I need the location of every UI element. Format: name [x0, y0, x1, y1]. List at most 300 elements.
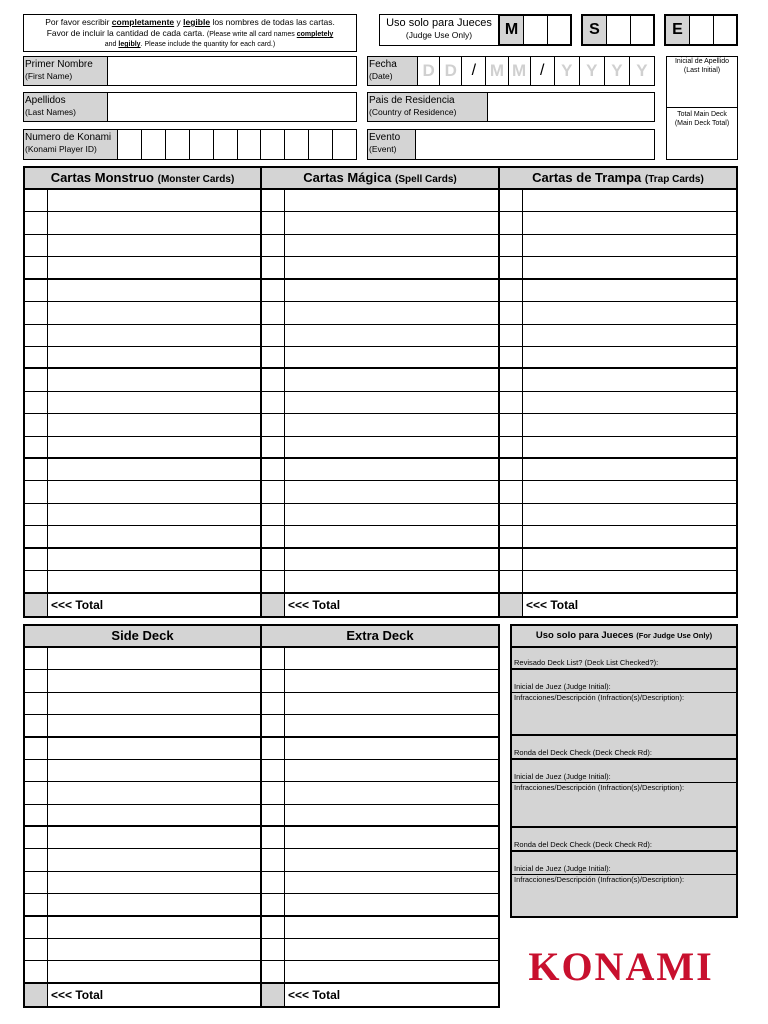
qty-cell[interactable] — [500, 369, 523, 390]
qty-cell[interactable] — [500, 481, 523, 502]
instructions-text: Favor de incluir la cantidad de cada carta. — [46, 28, 207, 38]
qty-cell[interactable] — [25, 805, 48, 825]
side-extra-card-row — [25, 693, 498, 715]
card-name-cell[interactable] — [48, 369, 262, 390]
date-d2[interactable]: D — [440, 57, 462, 85]
side-deck-title: Side Deck — [111, 628, 174, 643]
card-name-cell[interactable] — [48, 693, 262, 714]
card-name-cell[interactable] — [285, 280, 500, 301]
qty-cell[interactable] — [25, 782, 48, 803]
card-name-cell[interactable] — [523, 526, 736, 546]
qty-cell[interactable] — [25, 347, 48, 367]
main-deck-card-row — [25, 212, 736, 234]
judge-initial-3[interactable]: Inicial de Juez (Judge Initial): — [514, 864, 611, 873]
side-deck-header — [25, 626, 262, 648]
card-name-cell[interactable] — [48, 414, 262, 435]
qty-cell[interactable] — [25, 481, 48, 502]
card-name-cell[interactable] — [285, 827, 498, 848]
qty-cell[interactable] — [262, 526, 285, 546]
card-name-cell[interactable] — [285, 670, 498, 691]
e-box-cell[interactable] — [690, 16, 714, 44]
main-deck-card-row — [25, 549, 736, 571]
card-name-cell[interactable] — [285, 648, 498, 669]
main-deck-card-row — [25, 392, 736, 414]
instructions-text: (Please write all card names — [206, 31, 297, 38]
qty-cell[interactable] — [262, 827, 285, 848]
card-name-cell[interactable] — [48, 917, 262, 938]
qty-cell[interactable] — [25, 369, 48, 390]
qty-cell[interactable] — [262, 325, 285, 346]
card-name-cell[interactable] — [48, 325, 262, 346]
card-name-cell[interactable] — [48, 212, 262, 233]
qty-cell[interactable] — [262, 280, 285, 301]
card-name-cell[interactable] — [48, 481, 262, 502]
qty-cell[interactable] — [25, 437, 48, 457]
qty-cell[interactable] — [262, 481, 285, 502]
qty-cell[interactable] — [262, 961, 285, 981]
card-name-cell[interactable] — [285, 212, 500, 233]
qty-cell[interactable] — [25, 894, 48, 914]
card-name-cell[interactable] — [523, 414, 736, 435]
card-name-cell[interactable] — [48, 549, 262, 570]
card-name-cell[interactable] — [285, 190, 500, 211]
qty-cell[interactable] — [25, 392, 48, 413]
instructions-text: los nombres de todas las cartas. — [210, 17, 335, 27]
qty-cell[interactable] — [25, 917, 48, 938]
main-deck-table — [23, 166, 738, 618]
card-name-cell[interactable] — [523, 392, 736, 413]
judge-panel-title: Uso solo para Jueces — [535, 630, 634, 641]
total-label: <<< Total — [285, 594, 500, 616]
m-box-cell[interactable] — [548, 16, 570, 44]
qty-cell[interactable] — [500, 549, 523, 570]
total-qty-cell[interactable] — [25, 984, 48, 1006]
card-name-cell[interactable] — [285, 571, 500, 591]
side-extra-card-row — [25, 917, 498, 939]
first-name-label: Primer Nombre — [25, 59, 93, 70]
date-y3[interactable]: Y — [605, 57, 630, 85]
card-name-cell[interactable] — [48, 526, 262, 546]
card-name-cell[interactable] — [285, 504, 500, 525]
date-d1[interactable]: D — [418, 57, 440, 85]
card-name-cell[interactable] — [285, 894, 498, 914]
konami-logo — [512, 944, 730, 990]
card-name-cell[interactable] — [48, 571, 262, 591]
qty-cell[interactable] — [262, 369, 285, 390]
main-deck-card-row — [25, 459, 736, 481]
qty-cell[interactable] — [25, 459, 48, 480]
total-main-deck-cell[interactable] — [667, 107, 737, 159]
qty-cell[interactable] — [500, 459, 523, 480]
first-name-label-cell — [24, 57, 108, 85]
qty-cell[interactable] — [262, 760, 285, 781]
country-sub: (Country of Residence) — [369, 107, 457, 117]
extra-deck-title: Extra Deck — [346, 628, 414, 643]
qty-cell[interactable] — [500, 190, 523, 211]
e-box-cell[interactable] — [714, 16, 736, 44]
side-extra-card-row — [25, 738, 498, 760]
total-label: <<< Total — [48, 984, 262, 1006]
qty-cell[interactable] — [25, 648, 48, 669]
qty-cell[interactable] — [25, 715, 48, 735]
instructions-box — [23, 14, 357, 52]
qty-cell[interactable] — [25, 504, 48, 525]
qty-cell[interactable] — [500, 212, 523, 233]
card-name-cell[interactable] — [48, 715, 262, 735]
qty-cell[interactable] — [262, 212, 285, 233]
card-name-cell[interactable] — [48, 504, 262, 525]
qty-cell[interactable] — [25, 257, 48, 277]
card-name-cell[interactable] — [48, 894, 262, 914]
card-name-cell[interactable] — [285, 257, 500, 277]
card-name-cell[interactable] — [48, 827, 262, 848]
qty-cell[interactable] — [25, 827, 48, 848]
main-deck-card-row — [25, 280, 736, 302]
card-name-cell[interactable] — [523, 437, 736, 457]
judge-initial-1[interactable]: Inicial de Juez (Judge Initial): — [514, 682, 611, 691]
qty-cell[interactable] — [500, 280, 523, 301]
instructions-bold: legible — [183, 17, 211, 27]
date-y4[interactable]: Y — [636, 61, 648, 80]
qty-cell[interactable] — [25, 414, 48, 435]
instructions-bold: completely — [296, 31, 334, 38]
konami-id-digit-cell[interactable] — [238, 130, 262, 159]
side-extra-table — [23, 624, 500, 1008]
instructions-bold: legibly — [118, 41, 141, 48]
qty-cell[interactable] — [25, 693, 48, 714]
trap-header — [500, 168, 736, 190]
side-extra-card-row — [25, 827, 498, 849]
main-deck-total-row — [25, 594, 736, 616]
deck-list-checked[interactable]: Revisado Deck List? (Deck List Checked?): — [512, 648, 736, 670]
event-label: Evento — [369, 132, 401, 143]
side-extra-card-row — [25, 939, 498, 961]
qty-cell[interactable] — [262, 571, 285, 591]
card-name-cell[interactable] — [285, 459, 500, 480]
card-name-cell[interactable] — [285, 782, 498, 803]
card-name-cell[interactable] — [523, 325, 736, 346]
date-y2[interactable]: Y — [580, 57, 605, 85]
qty-cell[interactable] — [262, 190, 285, 211]
card-name-cell[interactable] — [523, 212, 736, 233]
card-name-cell[interactable] — [285, 325, 500, 346]
card-name-cell[interactable] — [523, 459, 736, 480]
monster-header — [25, 168, 262, 190]
qty-cell[interactable] — [262, 504, 285, 525]
konami-id-digit-cell[interactable] — [261, 130, 285, 159]
qty-cell[interactable] — [25, 760, 48, 781]
qty-cell[interactable] — [262, 414, 285, 435]
card-name-cell[interactable] — [48, 760, 262, 781]
main-deck-card-row — [25, 481, 736, 503]
side-extra-card-row — [25, 872, 498, 894]
date-digits — [418, 57, 654, 85]
qty-cell[interactable] — [500, 392, 523, 413]
infractions-2[interactable]: Infracciones/Descripción (Infraction(s)/Description): — [512, 782, 736, 828]
infractions-1[interactable]: Infracciones/Descripción (Infraction(s)/Description): — [512, 692, 736, 736]
e-box-group — [664, 14, 738, 46]
total-qty-cell[interactable] — [262, 594, 285, 616]
last-initial-box[interactable] — [666, 56, 738, 160]
infractions-3[interactable]: Infracciones/Descripción (Infraction(s)/Description): — [512, 874, 736, 916]
konami-id-sub: (Konami Player ID) — [25, 144, 97, 154]
qty-cell[interactable] — [500, 571, 523, 591]
konami-id-digit-cell[interactable] — [309, 130, 333, 159]
event-sub: (Event) — [369, 144, 397, 154]
card-name-cell[interactable] — [48, 961, 262, 981]
qty-cell[interactable] — [262, 782, 285, 803]
card-name-cell[interactable] — [285, 760, 498, 781]
card-name-cell[interactable] — [285, 715, 498, 735]
qty-cell[interactable] — [262, 670, 285, 691]
last-names-field[interactable] — [23, 92, 357, 122]
monster-sub: (Monster Cards) — [157, 174, 235, 185]
total-label: <<< Total — [288, 987, 341, 1002]
instructions-text: Por favor escribir — [45, 17, 112, 27]
judge-use-label: Uso solo para Jueces — [386, 17, 492, 29]
total-label: <<< Total — [48, 594, 262, 616]
card-name-cell[interactable] — [285, 805, 498, 825]
m-box-cell[interactable] — [524, 16, 548, 44]
qty-cell[interactable] — [500, 414, 523, 435]
konami-id-digit-cell[interactable] — [190, 130, 214, 159]
last-names-label: Apellidos — [25, 95, 66, 106]
judge-use-sub: (Judge Use Only) — [405, 30, 473, 40]
card-name-cell[interactable] — [523, 347, 736, 367]
konami-id-digit-cell[interactable] — [214, 130, 238, 159]
qty-cell[interactable] — [25, 302, 48, 323]
card-name-cell[interactable] — [285, 738, 498, 759]
main-deck-card-row — [25, 369, 736, 391]
qty-cell[interactable] — [262, 872, 285, 893]
qty-cell[interactable] — [25, 325, 48, 346]
date-m2[interactable]: M — [509, 57, 531, 85]
date-slash: / — [462, 57, 486, 85]
s-box-group — [581, 14, 655, 46]
card-name-cell[interactable] — [523, 257, 736, 277]
qty-cell[interactable] — [262, 459, 285, 480]
country-field[interactable] — [367, 92, 655, 122]
judge-use-label-box — [379, 14, 499, 46]
card-name-cell[interactable] — [285, 437, 500, 457]
qty-cell[interactable] — [25, 212, 48, 233]
card-name-cell[interactable] — [48, 235, 262, 256]
card-name-cell[interactable] — [48, 782, 262, 803]
card-name-cell[interactable] — [48, 648, 262, 669]
qty-cell[interactable] — [500, 504, 523, 525]
spell-header — [262, 168, 500, 190]
main-deck-card-row — [25, 437, 736, 459]
qty-cell[interactable] — [262, 437, 285, 457]
date-sub: (Date) — [369, 71, 393, 81]
card-name-cell[interactable] — [523, 481, 736, 502]
last-initial-sub: (Last Initial) — [683, 67, 721, 74]
main-deck-card-row — [25, 347, 736, 369]
deck-check-round-1[interactable]: Ronda del Deck Check (Deck Check Rd): — [512, 738, 736, 760]
qty-cell[interactable] — [262, 894, 285, 914]
side-extra-card-row — [25, 760, 498, 782]
side-extra-card-row — [25, 782, 498, 804]
card-name-cell[interactable] — [285, 849, 498, 870]
card-name-cell[interactable] — [285, 961, 498, 981]
card-name-cell[interactable] — [48, 437, 262, 457]
date-field — [367, 56, 655, 86]
side-extra-card-row — [25, 648, 498, 670]
card-name-cell[interactable] — [285, 872, 498, 893]
konami-id-digit-cell[interactable] — [333, 130, 356, 159]
card-name-cell[interactable] — [48, 347, 262, 367]
instructions-text: . Please include the quantity for each card.) — [140, 41, 276, 48]
konami-id-digit-cell[interactable] — [142, 130, 166, 159]
qty-cell[interactable] — [262, 549, 285, 570]
card-name-cell[interactable] — [48, 392, 262, 413]
qty-cell[interactable] — [262, 235, 285, 256]
konami-id-digit-cell[interactable] — [166, 130, 190, 159]
konami-id-label: Numero de Konami — [25, 132, 112, 143]
s-box-cell[interactable] — [631, 16, 653, 44]
card-name-cell[interactable] — [523, 504, 736, 525]
card-name-cell[interactable] — [48, 939, 262, 960]
qty-cell[interactable] — [262, 347, 285, 367]
m-box-group — [498, 14, 572, 46]
last-names-label-cell — [24, 93, 108, 121]
card-name-cell[interactable] — [523, 280, 736, 301]
card-name-cell[interactable] — [523, 235, 736, 256]
event-field[interactable] — [367, 129, 655, 160]
instructions-bold: completamente — [111, 17, 175, 27]
konami-id-digit-cell[interactable] — [118, 130, 142, 159]
card-name-cell[interactable] — [285, 235, 500, 256]
trap-sub: (Trap Cards) — [644, 174, 704, 185]
card-name-cell[interactable] — [285, 939, 498, 960]
qty-cell[interactable] — [25, 235, 48, 256]
card-name-cell[interactable] — [285, 414, 500, 435]
qty-cell[interactable] — [262, 715, 285, 735]
side-extra-rows — [25, 648, 498, 1006]
qty-cell[interactable] — [25, 549, 48, 570]
qty-cell[interactable] — [262, 392, 285, 413]
spell-sub: (Spell Cards) — [395, 174, 457, 185]
first-name-field[interactable] — [23, 56, 357, 86]
main-deck-card-row — [25, 190, 736, 212]
qty-cell[interactable] — [262, 849, 285, 870]
main-deck-card-row — [25, 504, 736, 526]
qty-cell[interactable] — [262, 738, 285, 759]
last-names-sub: (Last Names) — [25, 107, 77, 117]
card-name-cell[interactable] — [523, 571, 736, 591]
card-name-cell[interactable] — [48, 738, 262, 759]
card-name-cell[interactable] — [523, 549, 736, 570]
qty-cell[interactable] — [25, 939, 48, 960]
qty-cell[interactable] — [25, 280, 48, 301]
date-label: Fecha — [369, 59, 397, 70]
qty-cell[interactable] — [500, 347, 523, 367]
card-name-cell[interactable] — [285, 693, 498, 714]
side-extra-card-row — [25, 670, 498, 692]
card-name-cell[interactable] — [523, 302, 736, 323]
total-label: <<< Total — [526, 597, 579, 612]
deck-check-round-2[interactable]: Ronda del Deck Check (Deck Check Rd): — [512, 830, 736, 852]
card-name-cell[interactable] — [285, 917, 498, 938]
qty-cell[interactable] — [25, 872, 48, 893]
qty-cell[interactable] — [500, 325, 523, 346]
instructions-text: and — [104, 41, 119, 48]
judge-initial-2[interactable]: Inicial de Juez (Judge Initial): — [514, 772, 611, 781]
qty-cell[interactable] — [500, 302, 523, 323]
qty-cell[interactable] — [25, 526, 48, 546]
card-name-cell[interactable] — [48, 459, 262, 480]
qty-cell[interactable] — [500, 235, 523, 256]
card-name-cell[interactable] — [48, 805, 262, 825]
qty-cell[interactable] — [262, 693, 285, 714]
konami-id-label-cell — [24, 130, 118, 159]
s-box-cell[interactable] — [607, 16, 631, 44]
qty-cell[interactable] — [500, 257, 523, 277]
qty-cell[interactable] — [25, 571, 48, 591]
card-name-cell[interactable] — [285, 549, 500, 570]
trap-title: Cartas de Trampa — [532, 170, 642, 185]
qty-cell[interactable] — [25, 849, 48, 870]
card-name-cell[interactable] — [285, 302, 500, 323]
qty-cell[interactable] — [500, 437, 523, 457]
card-name-cell[interactable] — [48, 257, 262, 277]
total-qty-cell[interactable] — [262, 984, 285, 1006]
card-name-cell[interactable] — [523, 369, 736, 390]
card-name-cell[interactable] — [285, 526, 500, 546]
side-extra-card-row — [25, 715, 498, 737]
side-extra-card-row — [25, 961, 498, 983]
qty-cell[interactable] — [262, 917, 285, 938]
extra-deck-header — [262, 626, 498, 648]
qty-cell[interactable] — [262, 805, 285, 825]
qty-cell[interactable] — [262, 257, 285, 277]
total-qty-cell[interactable] — [25, 594, 48, 616]
total-qty-cell[interactable] — [500, 594, 523, 616]
main-deck-card-row — [25, 302, 736, 324]
card-name-cell[interactable] — [285, 481, 500, 502]
konami-id-digit-cell[interactable] — [285, 130, 309, 159]
qty-cell[interactable] — [262, 939, 285, 960]
date-y1[interactable]: Y — [555, 57, 580, 85]
instructions-text: y — [174, 17, 184, 27]
card-name-cell[interactable] — [285, 347, 500, 367]
qty-cell[interactable] — [25, 738, 48, 759]
qty-cell[interactable] — [25, 190, 48, 211]
card-name-cell[interactable] — [523, 190, 736, 211]
card-name-cell[interactable] — [48, 872, 262, 893]
card-name-cell[interactable] — [48, 670, 262, 691]
judge-panel-header — [512, 626, 736, 648]
judge-panel — [510, 624, 738, 918]
side-extra-card-row — [25, 894, 498, 916]
date-m1[interactable]: M — [486, 57, 508, 85]
last-initial-label: Inicial de Apellido — [674, 58, 730, 65]
card-name-cell[interactable] — [48, 190, 262, 211]
konami-id-digits — [118, 130, 356, 159]
card-name-cell[interactable] — [48, 849, 262, 870]
qty-cell[interactable] — [262, 648, 285, 669]
qty-cell[interactable] — [25, 670, 48, 691]
qty-cell[interactable] — [500, 526, 523, 546]
side-extra-card-row — [25, 849, 498, 871]
qty-cell[interactable] — [25, 961, 48, 981]
qty-cell[interactable] — [262, 302, 285, 323]
country-label: Pais de Residencia — [369, 95, 455, 106]
card-name-cell[interactable] — [48, 280, 262, 301]
card-name-cell[interactable] — [285, 392, 500, 413]
card-name-cell[interactable] — [48, 302, 262, 323]
card-name-cell[interactable] — [285, 369, 500, 390]
